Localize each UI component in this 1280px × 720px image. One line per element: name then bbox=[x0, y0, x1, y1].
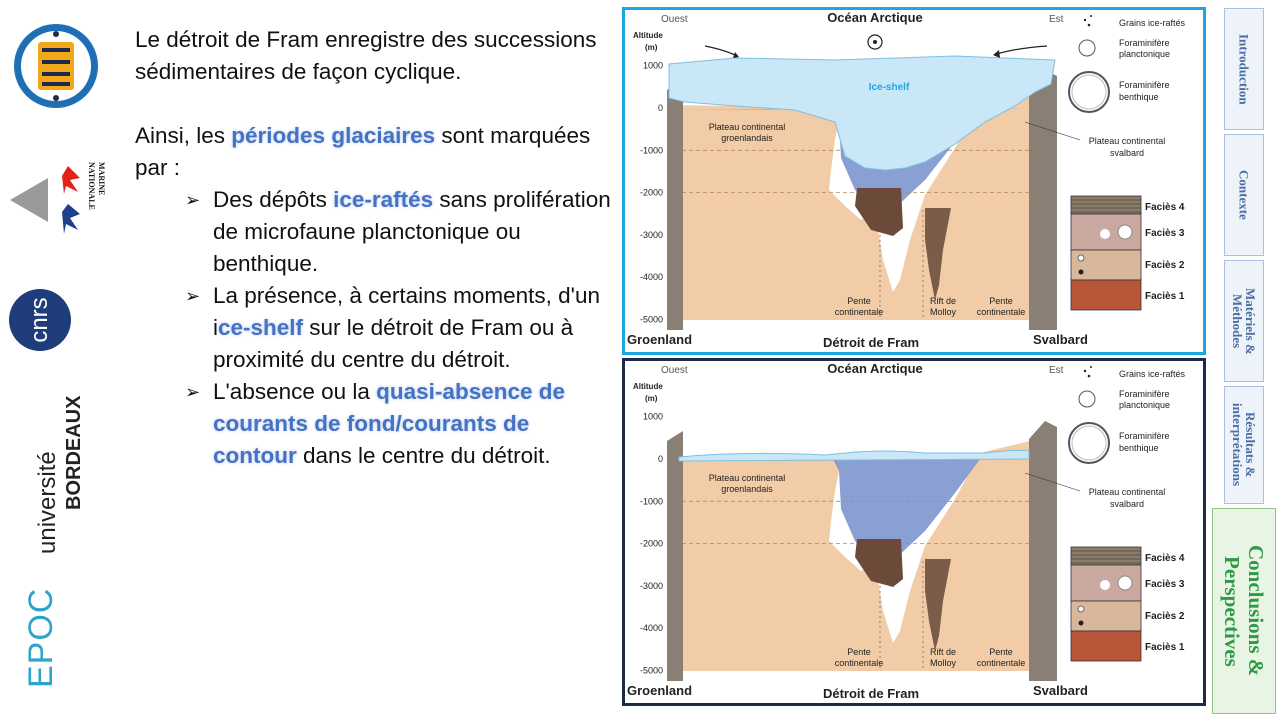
facies-block bbox=[1071, 631, 1141, 661]
glacial-paragraph: Ainsi, les périodes glaciaires sont marquées par : bbox=[135, 123, 591, 180]
marine-nationale-logo bbox=[8, 158, 88, 238]
altitude-tick-label: -3000 bbox=[639, 580, 663, 591]
west-label: Ouest bbox=[661, 365, 688, 376]
arrow-bullet-icon: ➢ bbox=[185, 190, 201, 210]
tab-conclusions[interactable]: Conclusions & Perspectives bbox=[1212, 508, 1276, 714]
continentale-label: continentale bbox=[976, 658, 1026, 668]
legend-foram-b-label: benthique bbox=[1119, 443, 1159, 453]
bullet-item: ➢ L'absence ou la quasi-absence de courants de fond/courants de contour dans le centre du détroit. bbox=[185, 376, 615, 472]
plateau-svalbard-label: Plateau continental bbox=[1088, 136, 1166, 146]
east-label: Est bbox=[1049, 14, 1064, 25]
ice-shelf-label: Ice-shelf bbox=[868, 82, 910, 93]
plateau-groenland-label: Plateau continental bbox=[708, 473, 786, 483]
facies-block bbox=[1071, 280, 1141, 310]
legend-grains-label: Grains ice-raftés bbox=[1119, 18, 1186, 28]
rift-label: Rift de bbox=[929, 647, 957, 657]
bullet-list bbox=[185, 184, 615, 472]
rift-label: Molloy bbox=[929, 307, 957, 317]
altitude-tick-label: 1000 bbox=[642, 60, 663, 71]
epoc-logo: EPOC bbox=[22, 587, 60, 688]
grain-icon bbox=[1079, 621, 1084, 626]
cnrs-text: cnrs bbox=[26, 297, 53, 343]
facies-2-label: Faciès 2 bbox=[1145, 611, 1185, 622]
universite-bordeaux-logo: université BORDEAUX bbox=[34, 395, 85, 554]
sea-ice-cover bbox=[679, 450, 1029, 461]
altitude-tick-label: -4000 bbox=[639, 272, 663, 283]
diagram-glacial-ice-shelf bbox=[622, 7, 1206, 355]
altitude-tick-label: -1000 bbox=[639, 145, 663, 156]
ocean-label: Océan Arctique bbox=[827, 361, 923, 376]
tab-materiels-methodes[interactable]: Matériels & Méthodes bbox=[1224, 260, 1264, 382]
foraminifera-icon bbox=[1078, 255, 1084, 261]
west-label: Ouest bbox=[661, 14, 688, 25]
altitude-label: Altitude bbox=[633, 382, 663, 391]
facies-1-label: Faciès 1 bbox=[1145, 642, 1185, 653]
tab-contexte[interactable]: Contexte bbox=[1224, 134, 1264, 256]
foraminifera-benthic-icon bbox=[1069, 423, 1109, 463]
foraminifera-icon bbox=[1100, 229, 1110, 239]
grain-icon bbox=[1088, 24, 1091, 27]
altitude-unit: (m) bbox=[645, 394, 658, 403]
facies-block bbox=[1071, 547, 1141, 565]
groenland-rock bbox=[667, 80, 683, 330]
facies-1-label: Faciès 1 bbox=[1145, 291, 1185, 302]
legend-foram-b-label: benthique bbox=[1119, 92, 1159, 102]
plateau-svalbard-label: svalbard bbox=[1109, 499, 1145, 509]
legend-foram-p-label: Foraminifère bbox=[1119, 38, 1170, 48]
wind-arrow-east bbox=[997, 46, 1047, 54]
content-text bbox=[135, 24, 615, 472]
foraminifera-planktonic-icon bbox=[1079, 40, 1095, 56]
foraminifera-icon bbox=[1118, 225, 1132, 239]
altitude-tick-label: -5000 bbox=[639, 314, 663, 325]
plateau-groenland-label: Plateau continental bbox=[708, 122, 786, 132]
pente-label: Pente bbox=[989, 296, 1013, 306]
facies-block bbox=[1071, 601, 1141, 631]
rift-label: Rift de bbox=[929, 296, 957, 306]
foraminifera-icon bbox=[1078, 606, 1084, 612]
pente-label: Pente bbox=[847, 296, 871, 306]
east-label: Est bbox=[1049, 365, 1064, 376]
tab-introduction[interactable]: Introduction bbox=[1224, 8, 1264, 130]
continentale-label: continentale bbox=[834, 307, 884, 317]
plateau-svalbard-label: Plateau continental bbox=[1088, 487, 1166, 497]
foraminifera-planktonic-icon bbox=[1079, 391, 1095, 407]
arrow-head-icon bbox=[993, 50, 1000, 58]
altitude-tick-label: -2000 bbox=[639, 538, 663, 549]
altitude-unit: (m) bbox=[645, 43, 658, 52]
groenland-label: Groenland bbox=[627, 332, 693, 347]
facies-4-label: Faciès 4 bbox=[1145, 553, 1185, 564]
svalbard-rock bbox=[1029, 70, 1057, 330]
facies-block bbox=[1071, 250, 1141, 280]
tab-resultats[interactable]: Résultats & interprétations bbox=[1224, 386, 1264, 504]
legend-foram-b-label: Foraminifère bbox=[1119, 431, 1170, 441]
altitude-tick-label: -4000 bbox=[639, 623, 663, 634]
arrow-bullet-icon: ➢ bbox=[185, 286, 201, 306]
marine-text: MARINE NATIONALE bbox=[87, 162, 106, 210]
continentale-label: continentale bbox=[976, 307, 1026, 317]
altitude-tick-label: -3000 bbox=[639, 229, 663, 240]
groenland-rock bbox=[667, 431, 683, 681]
facies-3-label: Faciès 3 bbox=[1145, 228, 1185, 239]
altitude-tick-label: -5000 bbox=[639, 665, 663, 676]
groenland-label: Groenland bbox=[627, 683, 693, 698]
plateau-groenland-label: groenlandais bbox=[721, 133, 773, 143]
svalbard-rock bbox=[1029, 421, 1057, 681]
cross-section-svg bbox=[625, 361, 1203, 703]
logo-column bbox=[0, 0, 120, 720]
facies-block bbox=[1071, 196, 1141, 214]
grain-icon bbox=[1079, 270, 1084, 275]
plateau-svalbard-label: svalbard bbox=[1109, 148, 1145, 158]
foraminifera-icon bbox=[1100, 580, 1110, 590]
altitude-tick-label: -1000 bbox=[639, 496, 663, 507]
pole-icon-dot bbox=[873, 40, 877, 44]
altitude-tick-label: 1000 bbox=[642, 411, 663, 422]
grain-icon bbox=[1088, 375, 1091, 378]
foraminifera-benthic-icon bbox=[1069, 72, 1109, 112]
diagram-glacial-sea-ice bbox=[622, 358, 1206, 706]
continentale-label: continentale bbox=[834, 658, 884, 668]
ocean-label: Océan Arctique bbox=[827, 10, 923, 25]
plateau-groenland-label: groenlandais bbox=[721, 484, 773, 494]
pente-label: Pente bbox=[847, 647, 871, 657]
svalbard-label: Svalbard bbox=[1033, 332, 1088, 347]
bullet-item: ➢ La présence, à certains moments, d'un ice-shelf sur le détroit de Fram ou à proximité du centre du détroit. bbox=[185, 280, 615, 376]
altitude-tick-label: 0 bbox=[657, 103, 663, 113]
bullet-item: ➢ Des dépôts ice-raftés sans prolifération de microfaune planctonique ou benthique. bbox=[185, 184, 615, 280]
grain-icon bbox=[1084, 19, 1086, 21]
facies-3-label: Faciès 3 bbox=[1145, 579, 1185, 590]
grain-icon bbox=[1084, 370, 1086, 372]
legend-foram-p-label: planctonique bbox=[1119, 400, 1171, 410]
altitude-tick-label: -2000 bbox=[639, 187, 663, 198]
detroit-label: Détroit de Fram bbox=[822, 335, 920, 350]
cross-section-svg bbox=[625, 10, 1203, 352]
shom-logo bbox=[12, 22, 100, 110]
wind-arrow-west bbox=[705, 46, 737, 56]
legend-foram-b-label: Foraminifère bbox=[1119, 80, 1170, 90]
facies-4-label: Faciès 4 bbox=[1145, 202, 1185, 213]
rift-label: Molloy bbox=[929, 658, 957, 668]
svalbard-label: Svalbard bbox=[1033, 683, 1088, 698]
legend-foram-p-label: Foraminifère bbox=[1119, 389, 1170, 399]
intro-paragraph: Le détroit de Fram enregistre des successions sédimentaires de façon cyclique. bbox=[135, 27, 597, 84]
pente-label: Pente bbox=[989, 647, 1013, 657]
arrow-bullet-icon: ➢ bbox=[185, 382, 201, 402]
altitude-label: Altitude bbox=[633, 31, 663, 40]
legend-grains-label: Grains ice-raftés bbox=[1119, 369, 1186, 379]
foraminifera-icon bbox=[1118, 576, 1132, 590]
detroit-label: Détroit de Fram bbox=[822, 686, 920, 701]
grain-icon bbox=[1090, 15, 1092, 17]
altitude-tick-label: 0 bbox=[657, 454, 663, 464]
facies-2-label: Faciès 2 bbox=[1145, 260, 1185, 271]
grain-icon bbox=[1090, 366, 1092, 368]
legend-foram-p-label: planctonique bbox=[1119, 49, 1171, 59]
